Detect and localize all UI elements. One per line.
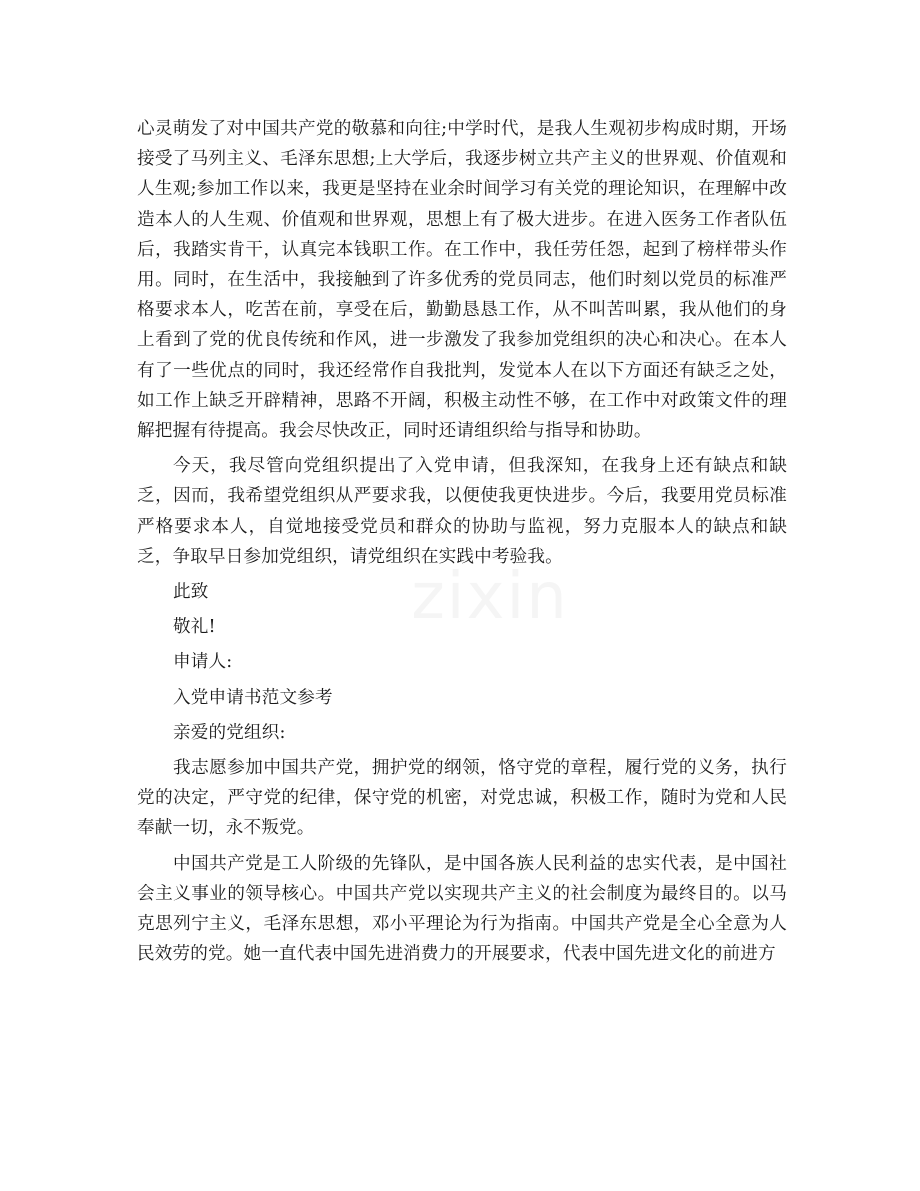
- paragraph-3: 我志愿参加中国共产党，拥护党的纲领，恪守党的章程，履行党的义务，执行党的决定，严守党的纪律，保守党的机密，对党忠诚，积极工作，随时为党和人民奉献一切，永不叛党。: [137, 758, 787, 839]
- closing-salutation: 此致: [173, 582, 209, 603]
- paragraph-2: 今天，我尽管向党组织提出了入党申请，但我深知，在我身上还有缺点和缺乏，因而，我希望党组织从严要求我，以便使我更快进步。今后，我要用党员标准严格要求本人，自觉地接受党员和群众的协助与监视，努力克服本人的缺点和缺乏，争取早日参加党组织，请党组织在实践中考验我。: [137, 456, 787, 567]
- document-body: [137, 114, 787, 974]
- paragraph-1: 心灵萌发了对中国共产党的敬慕和向往;中学时代，是我人生观初步构成时期，开场接受了马列主义、毛泽东思想;上大学后，我逐步树立共产主义的世界观、价值观和人生观;参加工作以来，我更是坚持在业余时间学习有关党的理论知识，在理解中改造本人的人生观、价值观和世界观，思想上有了极大进步。在进入医务工作者队伍后，我踏实肯干，认真完本钱职工作。在工作中，我任劳任怨，起到了榜样带头作用。同时，在生活中，我接触到了许多优秀的党员同志，他们时刻以党员的标准严格要求本人，吃苦在前，享受在后，勤勤恳恳工作，从不叫苦叫累，我从他们的身上看到了党的优良传统和作风，进一步激发了我参加党组织的决心和决心。在本人有了一些优点的同时，我还经常作自我批判，发觉本人在以下方面还有缺乏之处，如工作上缺乏开辟精神，思路不开阔，积极主动性不够，在工作中对政策文件的理解把握有待提高。我会尽快改正，同时还请组织给与指导和协助。: [137, 119, 787, 442]
- paragraph-4: 中国共产党是工人阶级的先锋队，是中国各族人民利益的忠实代表，是中国社会主义事业的领导核心。中国共产党以实现共产主义的社会制度为最终目的。以马克思列宁主义，毛泽东思想，邓小平理论为行为指南。中国共产党是全心全意为人民效劳的党。她一直代表中国先进消费力的开展要求，代表中国先进文化的前进方: [137, 853, 787, 965]
- greeting: 亲爱的党组织:: [173, 722, 286, 743]
- section-title: 入党申请书范文参考: [173, 687, 333, 708]
- applicant-label: 申请人:: [173, 652, 233, 673]
- watermark: zixin: [411, 560, 569, 634]
- closing-regards: 敬礼!: [173, 617, 216, 638]
